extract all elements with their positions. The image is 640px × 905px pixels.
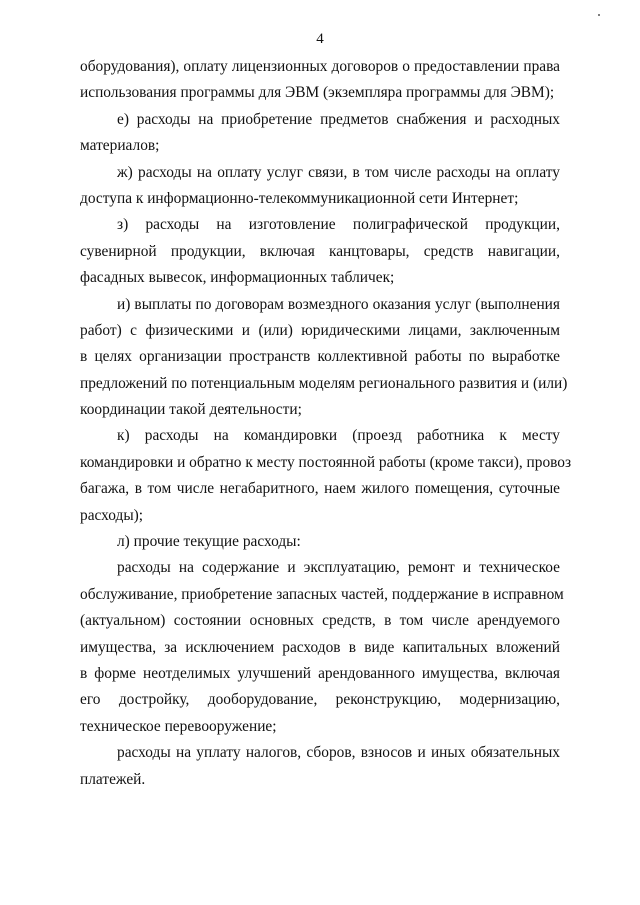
text-line: доступа к информационно-телекоммуникационной сети Интернет;	[80, 189, 519, 207]
paragraph-item-zh	[80, 160, 560, 213]
text-line: использования программы для ЭВМ (экземпляра программы для ЭВМ);	[80, 84, 555, 102]
paragraph-item-l	[80, 529, 560, 555]
text-line: ж) расходы на оплату услуг связи, в том числе расходы на оплату	[117, 163, 560, 181]
paragraph-item-e	[80, 107, 560, 160]
paragraph-item-i	[80, 292, 568, 424]
paragraph-item-k	[80, 423, 572, 529]
text-line: е) расходы на приобретение предметов снабжения и расходных	[117, 110, 560, 128]
paragraph-continuation	[80, 54, 560, 107]
paragraph-item-l-maintenance	[80, 555, 564, 740]
text-line: его достройку, дооборудование, реконструкцию, модернизацию,	[80, 691, 560, 709]
text-line: з) расходы на изготовление полиграфической продукции,	[117, 216, 560, 234]
document-body	[80, 54, 572, 793]
text-line: в форме неотделимых улучшений арендованного имущества, включая	[80, 664, 560, 682]
text-line: работ) с физическими и (или) юридическими лицами, заключенным	[80, 321, 560, 339]
paragraph-item-l-taxes	[80, 740, 560, 793]
text-line: предложений по потенциальным моделям регионального развития и (или)	[80, 374, 568, 392]
text-line: (актуальном) состоянии основных средств, в том числе арендуемого	[80, 612, 560, 630]
text-line: техническое перевооружение;	[80, 717, 277, 735]
text-line: к) расходы на командировки (проезд работника к месту	[117, 427, 560, 445]
paragraph-item-z	[80, 212, 560, 291]
text-line: обслуживание, приобретение запасных частей, поддержание в исправном	[80, 585, 564, 603]
text-line: и) выплаты по договорам возмездного оказания услуг (выполнения	[117, 295, 560, 313]
text-line: расходы);	[80, 506, 144, 524]
text-line: платежей.	[80, 770, 146, 788]
page-number: 4	[316, 31, 324, 47]
text-line: командировки и обратно к месту постоянной работы (кроме такси), провоз	[80, 453, 572, 471]
text-line: л) прочие текущие расходы:	[117, 533, 301, 551]
text-line: сувенирной продукции, включая канцтовары, средств навигации,	[80, 242, 560, 260]
text-line: координации такой деятельности;	[80, 401, 302, 419]
text-line: оборудования), оплату лицензионных договоров о предоставлении права	[80, 58, 560, 75]
text-line: материалов;	[80, 137, 160, 155]
text-line: фасадных вывесок, информационных табличек;	[80, 269, 395, 287]
text-line: расходы на уплату налогов, сборов, взносов и иных обязательных	[117, 744, 560, 762]
text-line: багажа, в том числе негабаритного, наем жилого помещения, суточные	[80, 480, 560, 498]
text-line: в целях организации пространств коллективной работы по выработке	[80, 348, 560, 366]
text-line: расходы на содержание и эксплуатацию, ремонт и техническое	[117, 559, 560, 577]
text-line: имущества, за исключением расходов в виде капитальных вложений	[80, 638, 560, 656]
scan-speck	[598, 14, 600, 16]
